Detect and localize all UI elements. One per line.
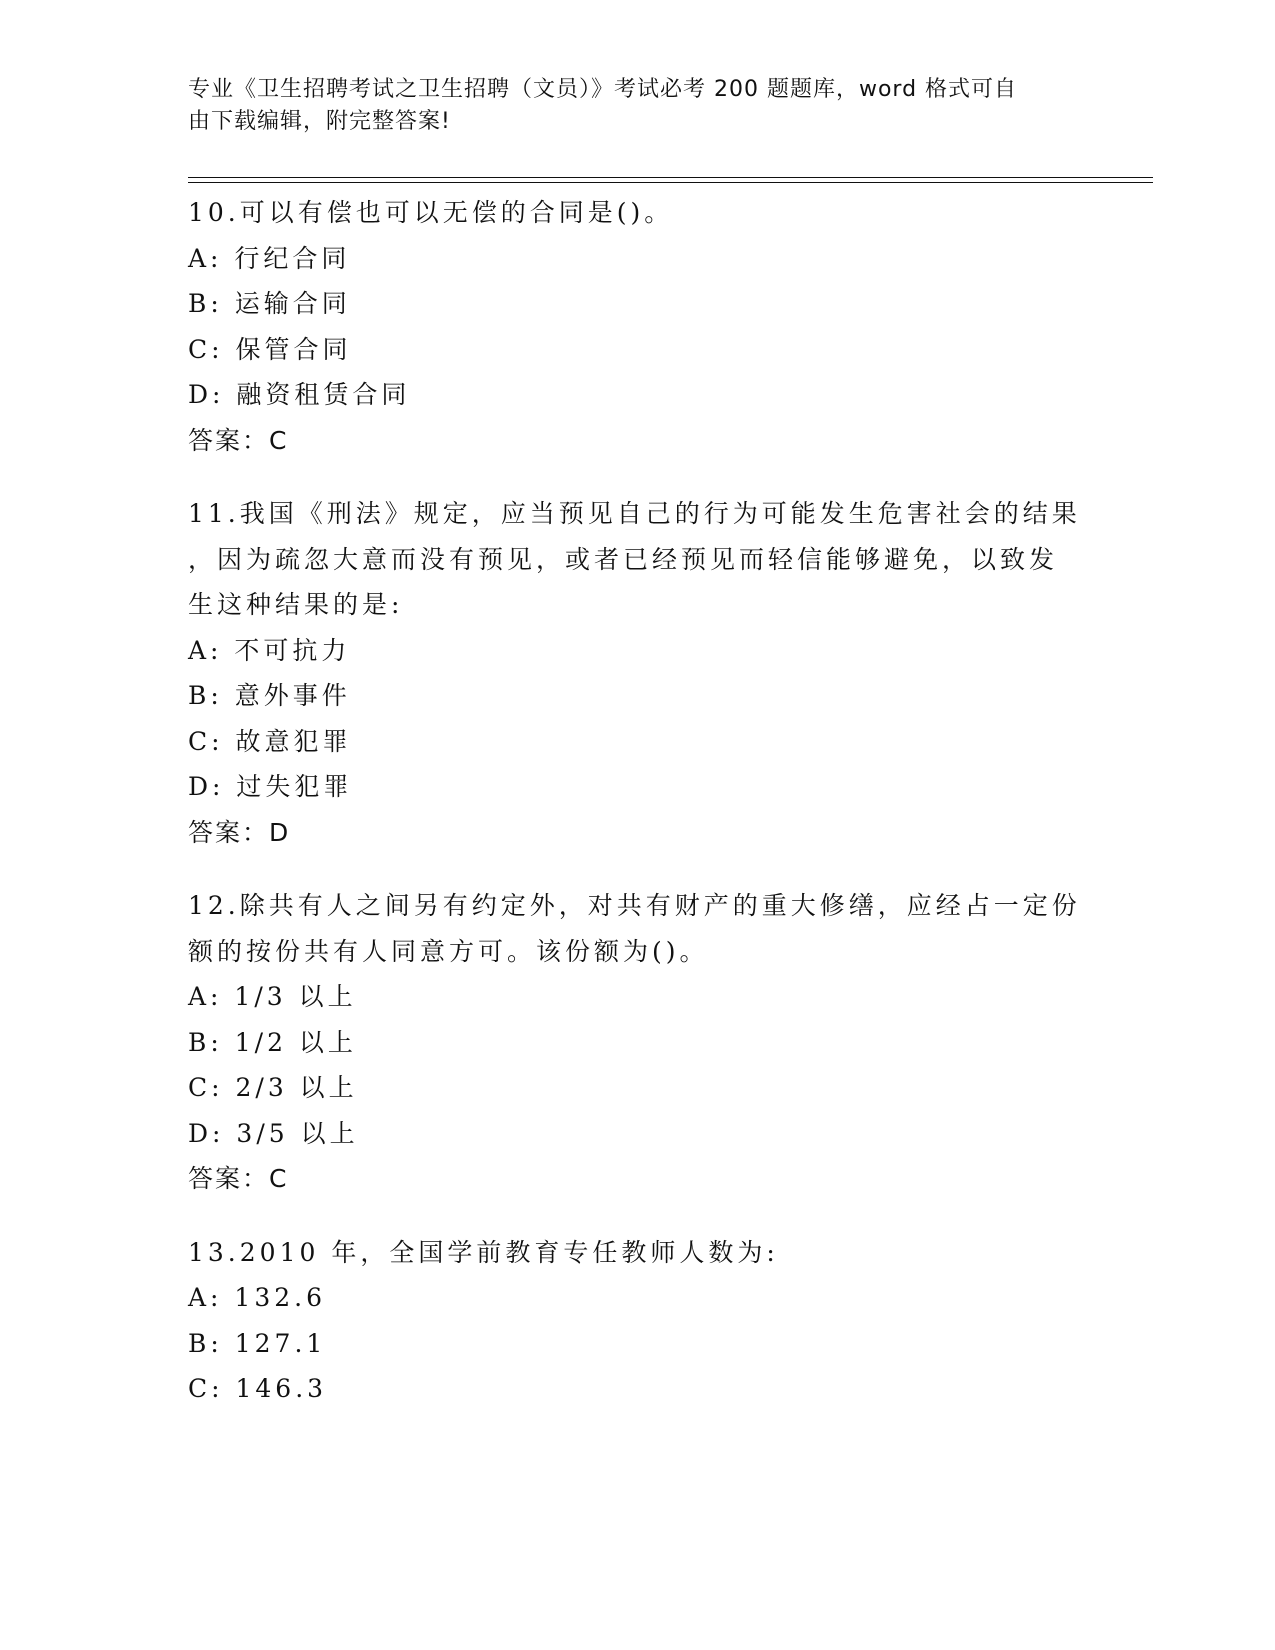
option-a: A: 132.6 [188, 1283, 326, 1312]
question-text: 10.可以有偿也可以无偿的合同是()。 [188, 198, 674, 227]
option-b: B: 运输合同 [188, 289, 351, 318]
header-line-2: 由下载编辑，附完整答案! [188, 109, 451, 134]
question-text-line-3: 生这种结果的是: [188, 590, 404, 619]
option-a: A: 1/3 以上 [188, 982, 357, 1011]
option-b: B: 意外事件 [188, 681, 351, 710]
page-header [188, 74, 1068, 138]
option-d: D: 融资租赁合同 [188, 380, 411, 409]
question-text-line-1: 11.我国《刑法》规定，应当预见自己的行为可能发生危害社会的结果 [188, 499, 1081, 528]
answer: 答案：C [188, 1164, 289, 1193]
question-12 [188, 883, 1088, 1202]
question-text-line-2: 额的按份共有人同意方可。该份额为()。 [188, 936, 709, 966]
header-line-1: 专业《卫生招聘考试之卫生招聘（文员）》考试必考 200 题题库，word 格式可自 [188, 77, 1018, 102]
option-b: B: 127.1 [188, 1328, 327, 1358]
option-d: D: 过失犯罪 [188, 772, 353, 801]
option-b: B: 1/2 以上 [188, 1027, 357, 1057]
question-list [188, 190, 1088, 1440]
option-a: A: 行纪合同 [188, 243, 351, 273]
answer: 答案：C [188, 425, 289, 455]
question-text-line-2: ，因为疏忽大意而没有预见，或者已经预见而轻信能够避免，以致发 [188, 544, 1059, 574]
option-c: C: 2/3 以上 [188, 1073, 358, 1102]
question-text-line-1: 12.除共有人之间另有约定外，对共有财产的重大修缮，应经占一定份 [188, 891, 1081, 920]
option-c: C: 故意犯罪 [188, 726, 352, 756]
question-11 [188, 491, 1088, 855]
question-13 [188, 1230, 1088, 1412]
option-c: C: 保管合同 [188, 334, 352, 364]
answer: 答案：D [188, 817, 291, 847]
header-divider-top [188, 177, 1153, 178]
question-10 [188, 190, 1088, 463]
header-divider-bottom [188, 182, 1153, 183]
question-text: 13.2010 年，全国学前教育专任教师人数为: [188, 1237, 779, 1267]
option-c: C: 146.3 [188, 1374, 328, 1403]
option-a: A: 不可抗力 [188, 635, 351, 665]
option-d: D: 3/5 以上 [188, 1118, 359, 1148]
